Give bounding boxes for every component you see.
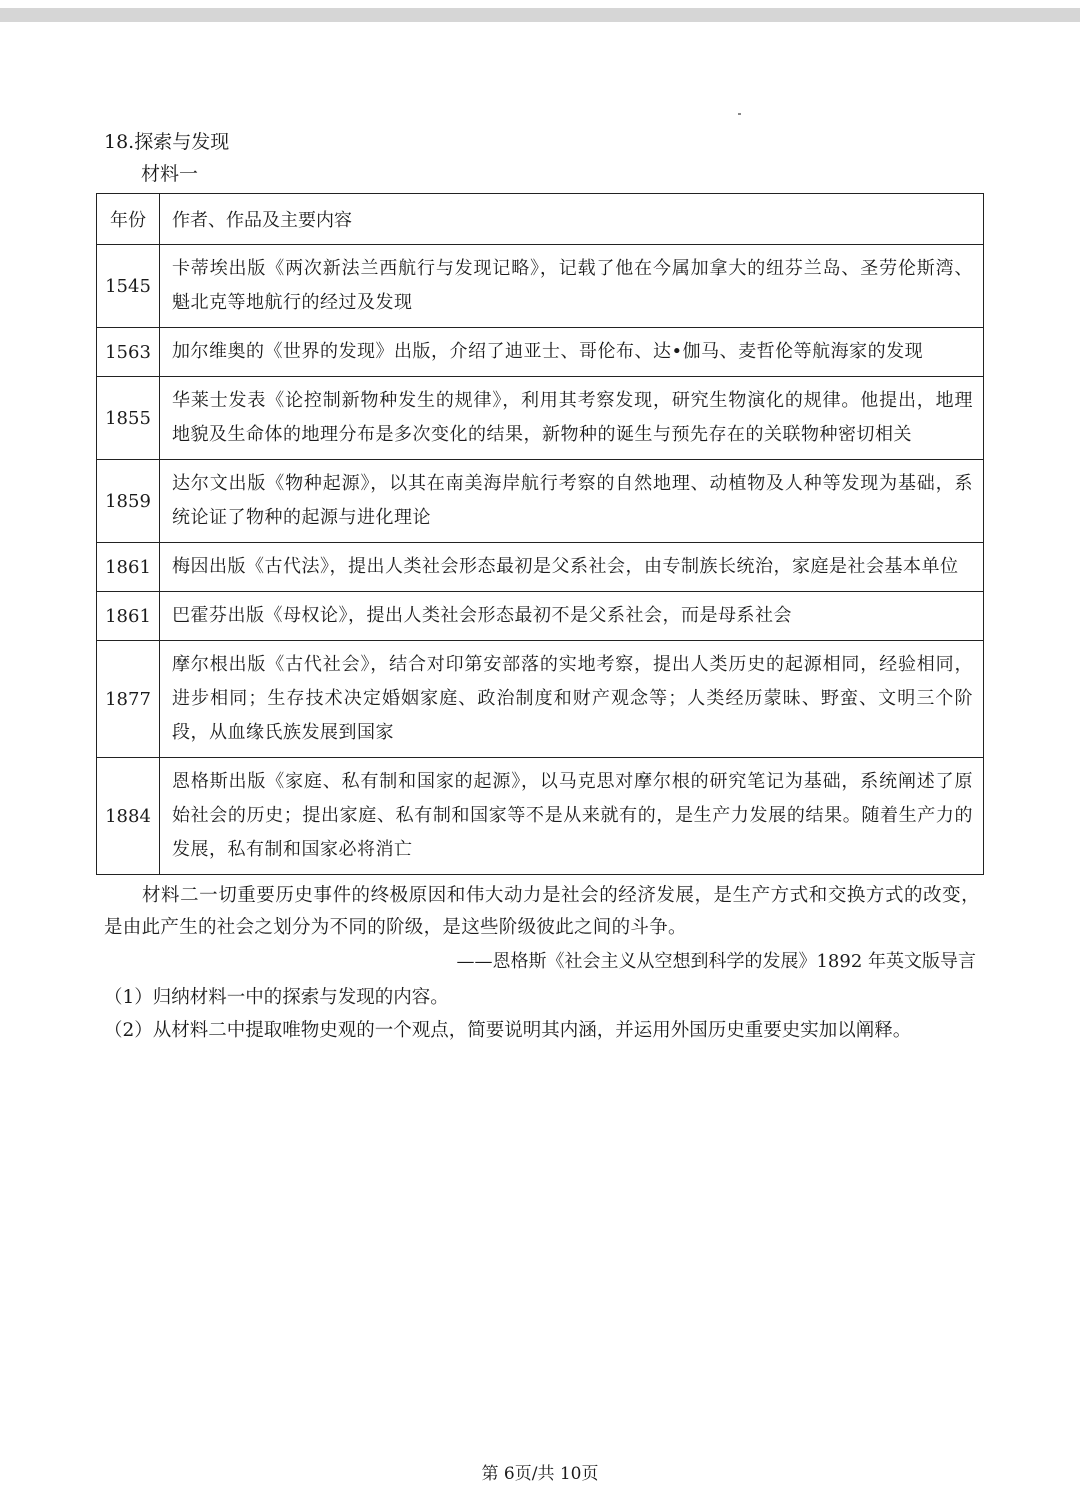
scan-speck: [738, 113, 741, 115]
question-title: 18.探索与发现: [104, 131, 230, 153]
material-one-label: 材料一: [141, 163, 199, 185]
table-row: [97, 758, 984, 875]
year-cell: 1877: [97, 641, 160, 758]
sub-question-2: （2）从材料二中提取唯物史观的一个观点，简要说明其内涵，并运用外国历史重要史实加以阐释。: [104, 1020, 912, 1041]
year-cell: 1861: [97, 543, 160, 592]
content-cell: 加尔维奥的《世界的发现》出版，介绍了迪亚士、哥伦布、达•伽马、麦哲伦等航海家的发现: [160, 328, 984, 377]
year-cell: 1563: [97, 328, 160, 377]
content-cell: 达尔文出版《物种起源》，以其在南美海岸航行考察的自然地理、动植物及人种等发现为基础，系统论证了物种的起源与进化理论: [160, 460, 984, 543]
content-cell: 华莱士发表《论控制新物种发生的规律》，利用其考察发现，研究生物演化的规律。他提出，地理地貌及生命体的地理分布是多次变化的结果，新物种的诞生与预先存在的关联物种密切相关: [160, 377, 984, 460]
year-column-header: 年份: [97, 194, 160, 245]
year-cell: 1545: [97, 245, 160, 328]
table-row: [97, 543, 984, 592]
events-table: [96, 193, 984, 875]
material-two-text: 材料二一切重要历史事件的终极原因和伟大动力是社会的经济发展，是生产方式和交换方式的改变，是由此产生的社会之划分为不同的阶级，是这些阶级彼此之间的斗争。: [104, 885, 980, 938]
content-cell: 梅因出版《古代法》，提出人类社会形态最初是父系社会，由专制族长统治，家庭是社会基本单位: [160, 543, 984, 592]
sub-question-1: （1）归纳材料一中的探索与发现的内容。: [104, 987, 449, 1008]
table-row: [97, 641, 984, 758]
content-column-header: 作者、作品及主要内容: [160, 194, 984, 245]
material-two-source: ——恩格斯《社会主义从空想到科学的发展》1892 年英文版导言: [456, 951, 976, 972]
content-cell: 摩尔根出版《古代社会》，结合对印第安部落的实地考察，提出人类历史的起源相同，经验相同，进步相同；生存技术决定婚姻家庭、政治制度和财产观念等；人类经历蒙昧、野蛮、文明三个阶段，从血缘氏族发展到国家: [160, 641, 984, 758]
page-number: 第 6页/共 10页: [481, 1464, 599, 1484]
year-cell: 1855: [97, 377, 160, 460]
year-cell: 1884: [97, 758, 160, 875]
content-cell: 卡蒂埃出版《两次新法兰西航行与发现记略》，记载了他在今属加拿大的纽芬兰岛、圣劳伦斯湾、魁北克等地航行的经过及发现: [160, 245, 984, 328]
content-cell: 恩格斯出版《家庭、私有制和国家的起源》，以马克思对摩尔根的研究笔记为基础，系统阐述了原始社会的历史；提出家庭、私有制和国家等不是从来就有的，是生产力发展的结果。随着生产力的发展，私有制和国家必将消亡: [160, 758, 984, 875]
table-row: [97, 592, 984, 641]
table-header-row: [97, 194, 984, 245]
table-row: [97, 245, 984, 328]
year-cell: 1861: [97, 592, 160, 641]
year-cell: 1859: [97, 460, 160, 543]
table-row: [97, 328, 984, 377]
table-row: [97, 460, 984, 543]
content-cell: 巴霍芬出版《母权论》，提出人类社会形态最初不是父系社会，而是母系社会: [160, 592, 984, 641]
table-row: [97, 377, 984, 460]
